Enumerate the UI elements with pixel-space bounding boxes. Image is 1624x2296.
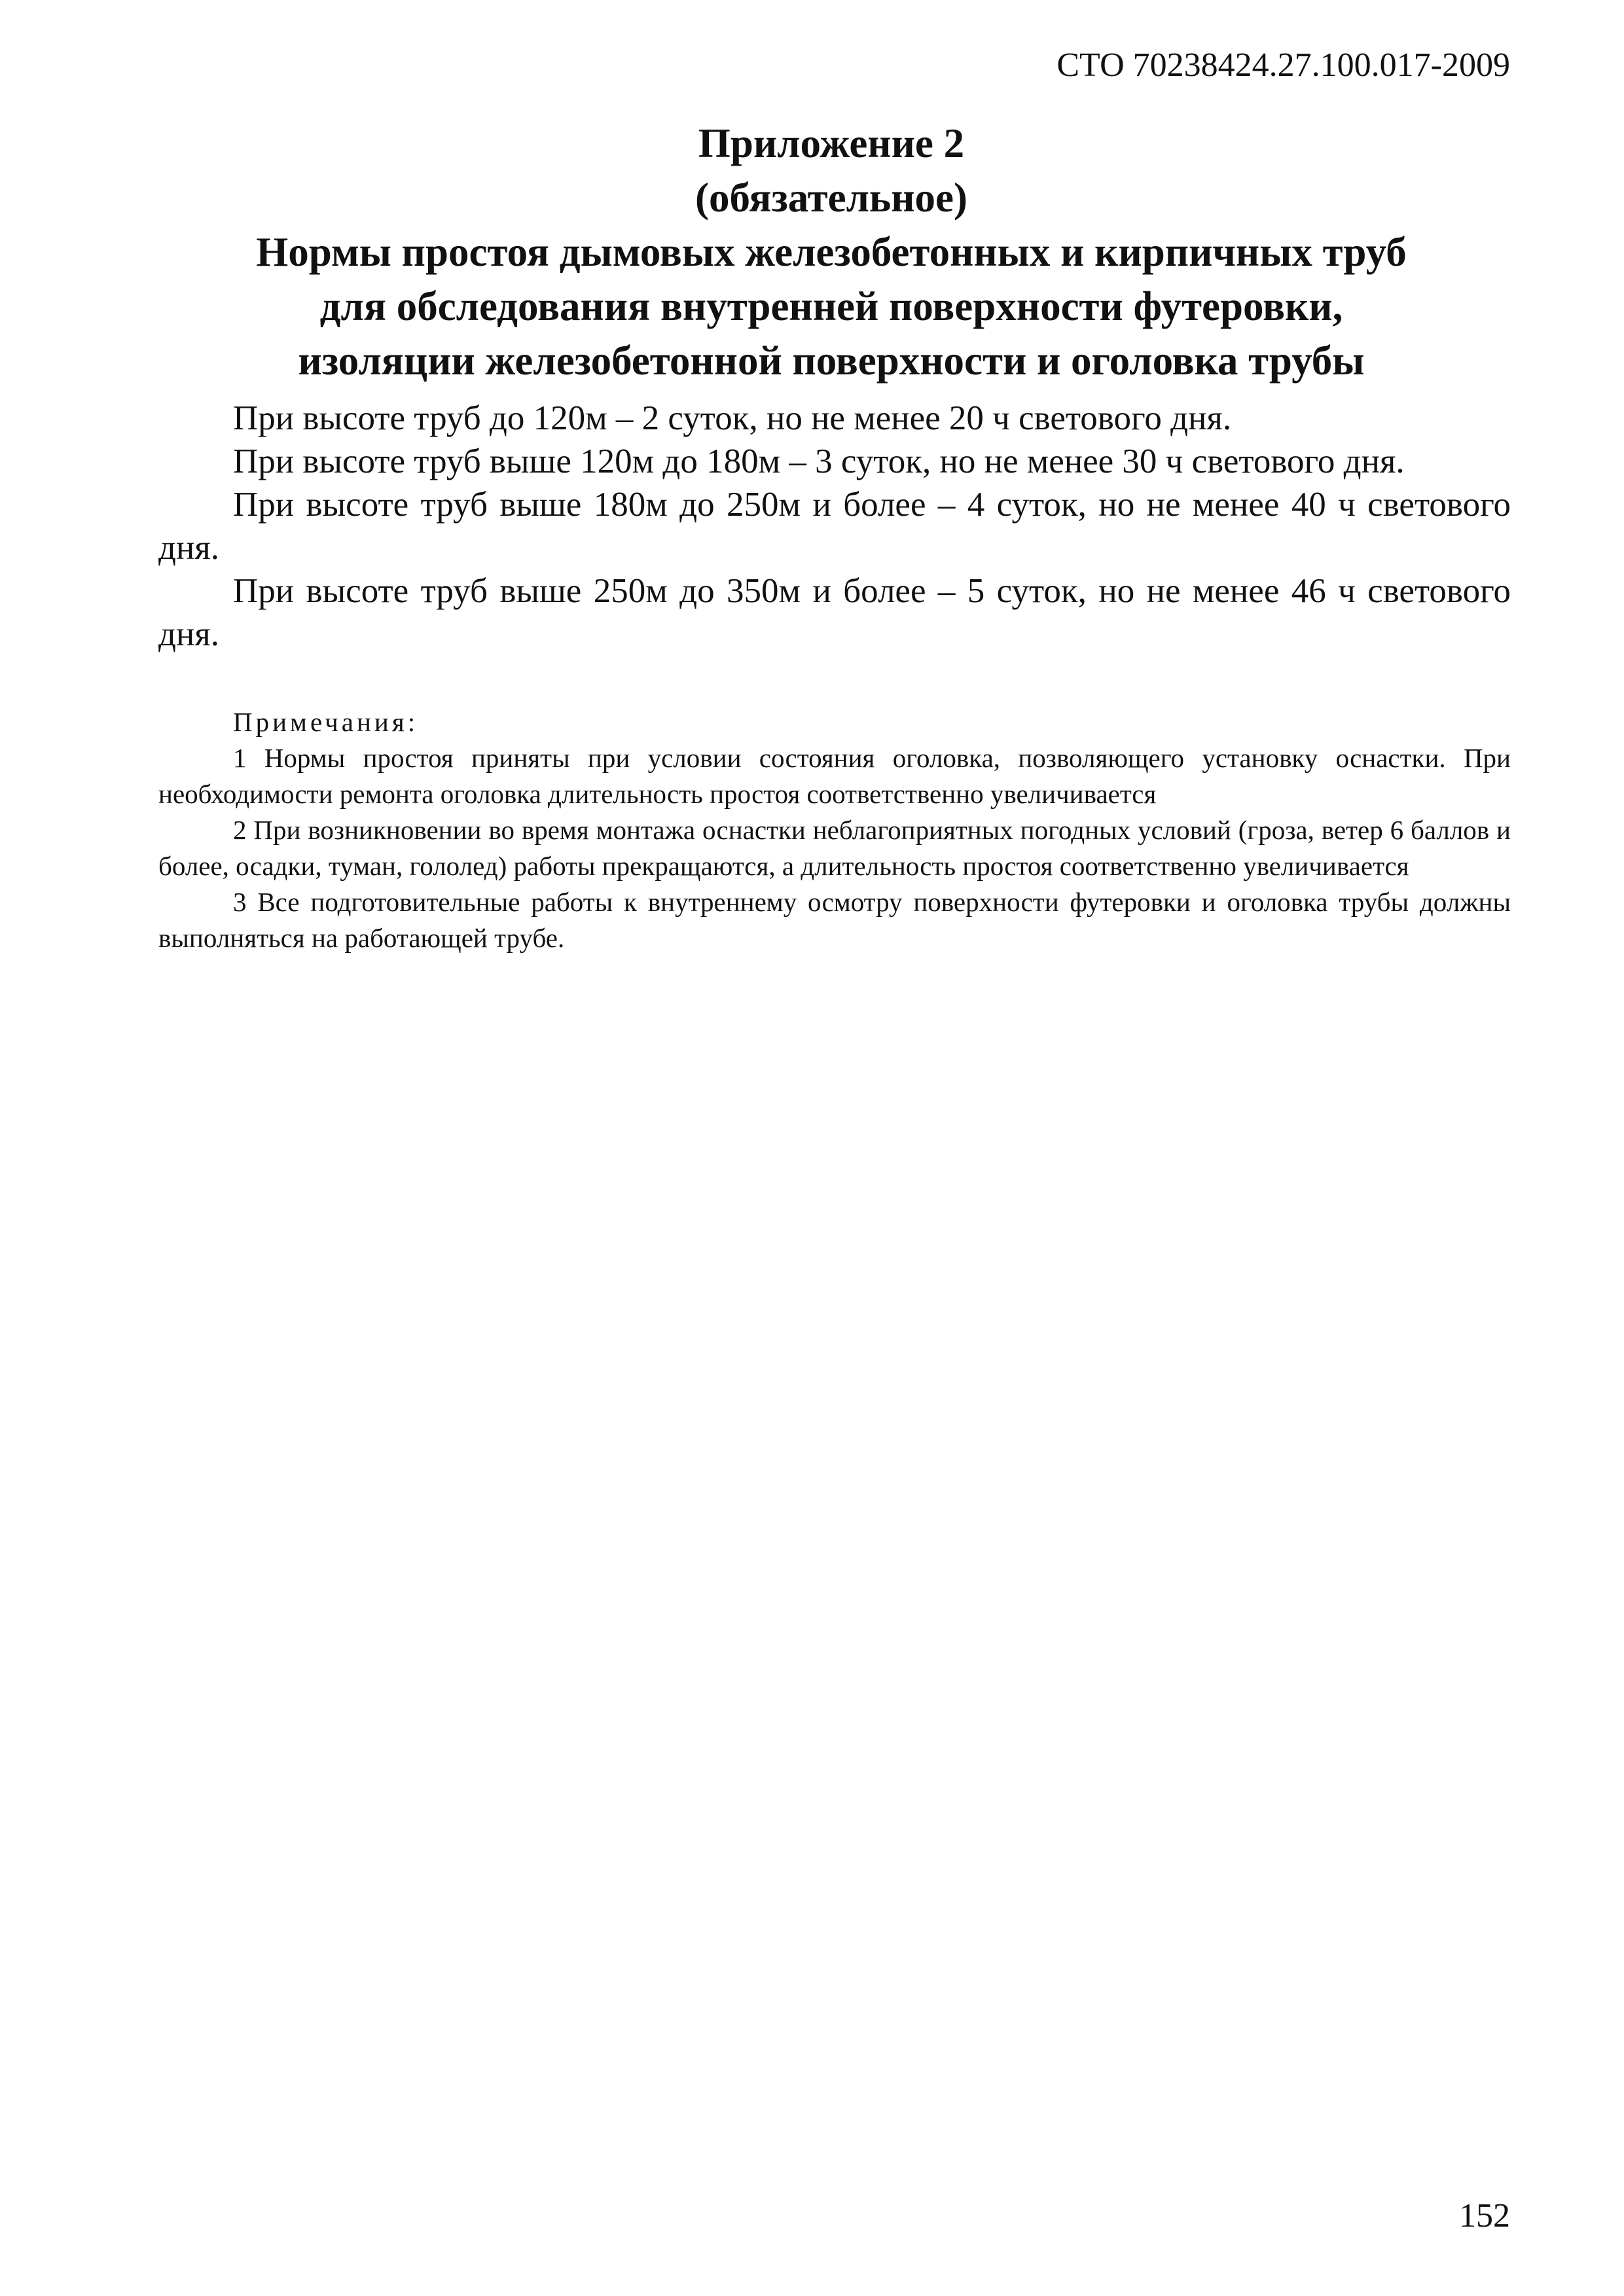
norms-section	[158, 397, 1511, 656]
notes-heading: Примечания:	[233, 707, 419, 737]
norm-paragraph-3: При высоте труб выше 180м до 250м и более – 4 суток, но не менее 40 ч светового дня.	[158, 486, 1511, 567]
notes-section	[158, 704, 1511, 956]
page-number: 152	[1459, 2197, 1510, 2234]
norm-paragraph-4: При высоте труб выше 250м до 350м и более – 5 суток, но не менее 46 ч светового дня.	[158, 572, 1511, 653]
appendix-heading-line-1: Нормы простоя дымовых железобетонных и кирпичных труб	[256, 229, 1407, 275]
appendix-number: Приложение 2	[698, 120, 965, 166]
appendix-title	[157, 117, 1506, 388]
note-3: 3 Все подготовительные работы к внутреннему осмотру поверхности футеровки и оголовка трубы должны выполняться на работающей трубе.	[158, 887, 1511, 953]
document-code: СТО 70238424.27.100.017-2009	[1056, 46, 1510, 84]
appendix-heading-line-3: изоляции железобетонной поверхности и оголовка трубы	[298, 338, 1365, 384]
appendix-status: (обязательное)	[695, 175, 967, 221]
note-2: 2 При возникновении во время монтажа оснастки неблагоприятных погодных условий (гроза, ветер 6 баллов и более, осадки, туман, гололед) работы прекращаются, а длительность простоя соответственно увеличивается	[158, 815, 1511, 881]
appendix-heading-line-2: для обследования внутренней поверхности футеровки,	[319, 283, 1343, 329]
note-1: 1 Нормы простоя приняты при условии состояния оголовка, позволяющего установку оснастки. При необходимости ремонта оголовка длительность простоя соответственно увеличивается	[158, 743, 1511, 809]
norm-paragraph-1: При высоте труб до 120м – 2 суток, но не менее 20 ч светового дня.	[233, 399, 1232, 437]
norm-paragraph-2: При высоте труб выше 120м до 180м – 3 суток, но не менее 30 ч светового дня.	[233, 442, 1405, 480]
